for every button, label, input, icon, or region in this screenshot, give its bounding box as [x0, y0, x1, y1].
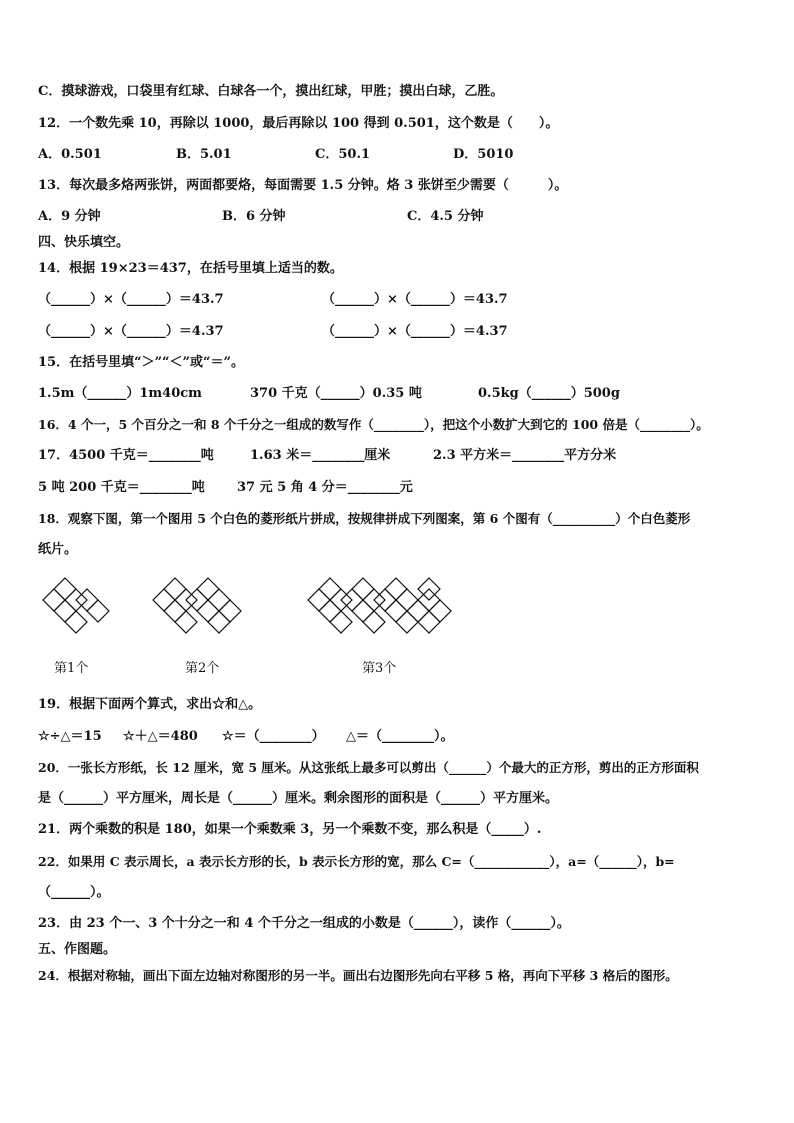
q14-blank-3: （______）×（______）＝4.37 — [38, 324, 224, 339]
q17-item-3: 2.3 平方米＝________平方分米 — [433, 448, 617, 463]
q15-item-3: 0.5kg（______）500g — [478, 386, 620, 401]
section-5-heading: 五、作图题。 — [38, 942, 117, 957]
question-20: 20．一张长方形纸，长 12 厘米，宽 5 厘米。从这张纸上最多可以剪出（______）个最大的正方形，剪出的正方形面积 — [38, 760, 699, 775]
question-21: 21．两个乘数的积是 180，如果一个乘数乘 3，另一个乘数不变，那么积是（_____）. — [38, 822, 542, 837]
q12-option-d: D．5010 — [453, 147, 514, 162]
q13-option-c: C．4.5 分钟 — [407, 209, 484, 224]
question-19: 19．根据下面两个算式，求出☆和△。 — [38, 697, 262, 712]
q14-blank-4: （______）×（______）＝4.37 — [322, 324, 508, 339]
q12-option-c: C．50.1 — [315, 147, 371, 162]
q19-answer-star: ☆＝（________） — [222, 729, 325, 744]
question-18-cont: 纸片。 — [38, 542, 78, 557]
question-13: 13．每次最多烙两张饼，两面都要烙，每面需要 1.5 分钟。烙 3 张饼至少需要（ ）。 — [38, 178, 568, 193]
question-23: 23．由 23 个一、3 个十分之一和 4 个千分之一组成的小数是（______），读作（______）。 — [38, 916, 570, 931]
question-22-cont: （______）。 — [38, 885, 110, 900]
q14-blank-2: （______）×（______）＝43.7 — [322, 292, 508, 307]
question-22: 22．如果用 C 表示周长，a 表示长方形的长，b 表示长方形的宽，那么 C=（____________），a=（______），b= — [38, 854, 675, 869]
section-4-heading: 四、快乐填空。 — [38, 235, 130, 250]
q15-item-2: 370 千克（______）0.35 吨 — [250, 386, 422, 401]
figure-caption-3: 第3个 — [362, 661, 397, 676]
q17-item-2: 1.63 米＝________厘米 — [250, 448, 391, 463]
option-c-text: C．摸球游戏，口袋里有红球、白球各一个，摸出红球，甲胜；摸出白球，乙胜。 — [38, 84, 504, 99]
q17-item-4: 5 吨 200 千克＝________吨 — [38, 480, 205, 495]
question-18: 18．观察下图，第一个图用 5 个白色的菱形纸片拼成，按规律拼成下列图案，第 6 个图有（__________）个白色菱形 — [38, 511, 691, 526]
question-14: 14．根据 19×23＝437，在括号里填上适当的数。 — [38, 261, 343, 276]
question-15: 15．在括号里填“＞”“＜”或“＝”。 — [38, 355, 244, 370]
q17-item-1: 17．4500 千克＝________吨 — [38, 448, 214, 463]
q17-item-5: 37 元 5 角 4 分＝________元 — [237, 480, 413, 495]
q19-equation-2: ☆＋△＝480 — [123, 729, 198, 744]
figure-caption-2: 第2个 — [185, 661, 220, 676]
q12-option-b: B．5.01 — [176, 147, 232, 162]
question-12: 12．一个数先乘 10，再除以 1000，最后再除以 100 得到 0.501，这个数是（ ）。 — [38, 116, 559, 131]
rhombus-pattern-figure — [38, 572, 478, 652]
q19-answer-triangle: △＝（________）。 — [346, 729, 454, 744]
q19-equation-1: ☆÷△＝15 — [38, 729, 102, 744]
q13-option-b: B．6 分钟 — [222, 209, 286, 224]
q14-blank-1: （______）×（______）＝43.7 — [38, 292, 224, 307]
question-20-cont: 是（______）平方厘米，周长是（______）厘米。剩余图形的面积是（______）平方厘米。 — [38, 791, 559, 806]
question-16: 16．4 个一，5 个百分之一和 8 个千分之一组成的数写作（________），把这个小数扩大到它的 100 倍是（________）。 — [38, 417, 709, 432]
question-24: 24．根据对称轴，画出下面左边轴对称图形的另一半。画出右边图形先向右平移 5 格，再向下平移 3 格后的图形。 — [38, 968, 678, 983]
q12-option-a: A．0.501 — [38, 147, 102, 162]
q13-option-a: A．9 分钟 — [38, 209, 101, 224]
q15-item-1: 1.5m（______）1m40cm — [38, 386, 202, 401]
figure-caption-1: 第1个 — [54, 661, 89, 676]
